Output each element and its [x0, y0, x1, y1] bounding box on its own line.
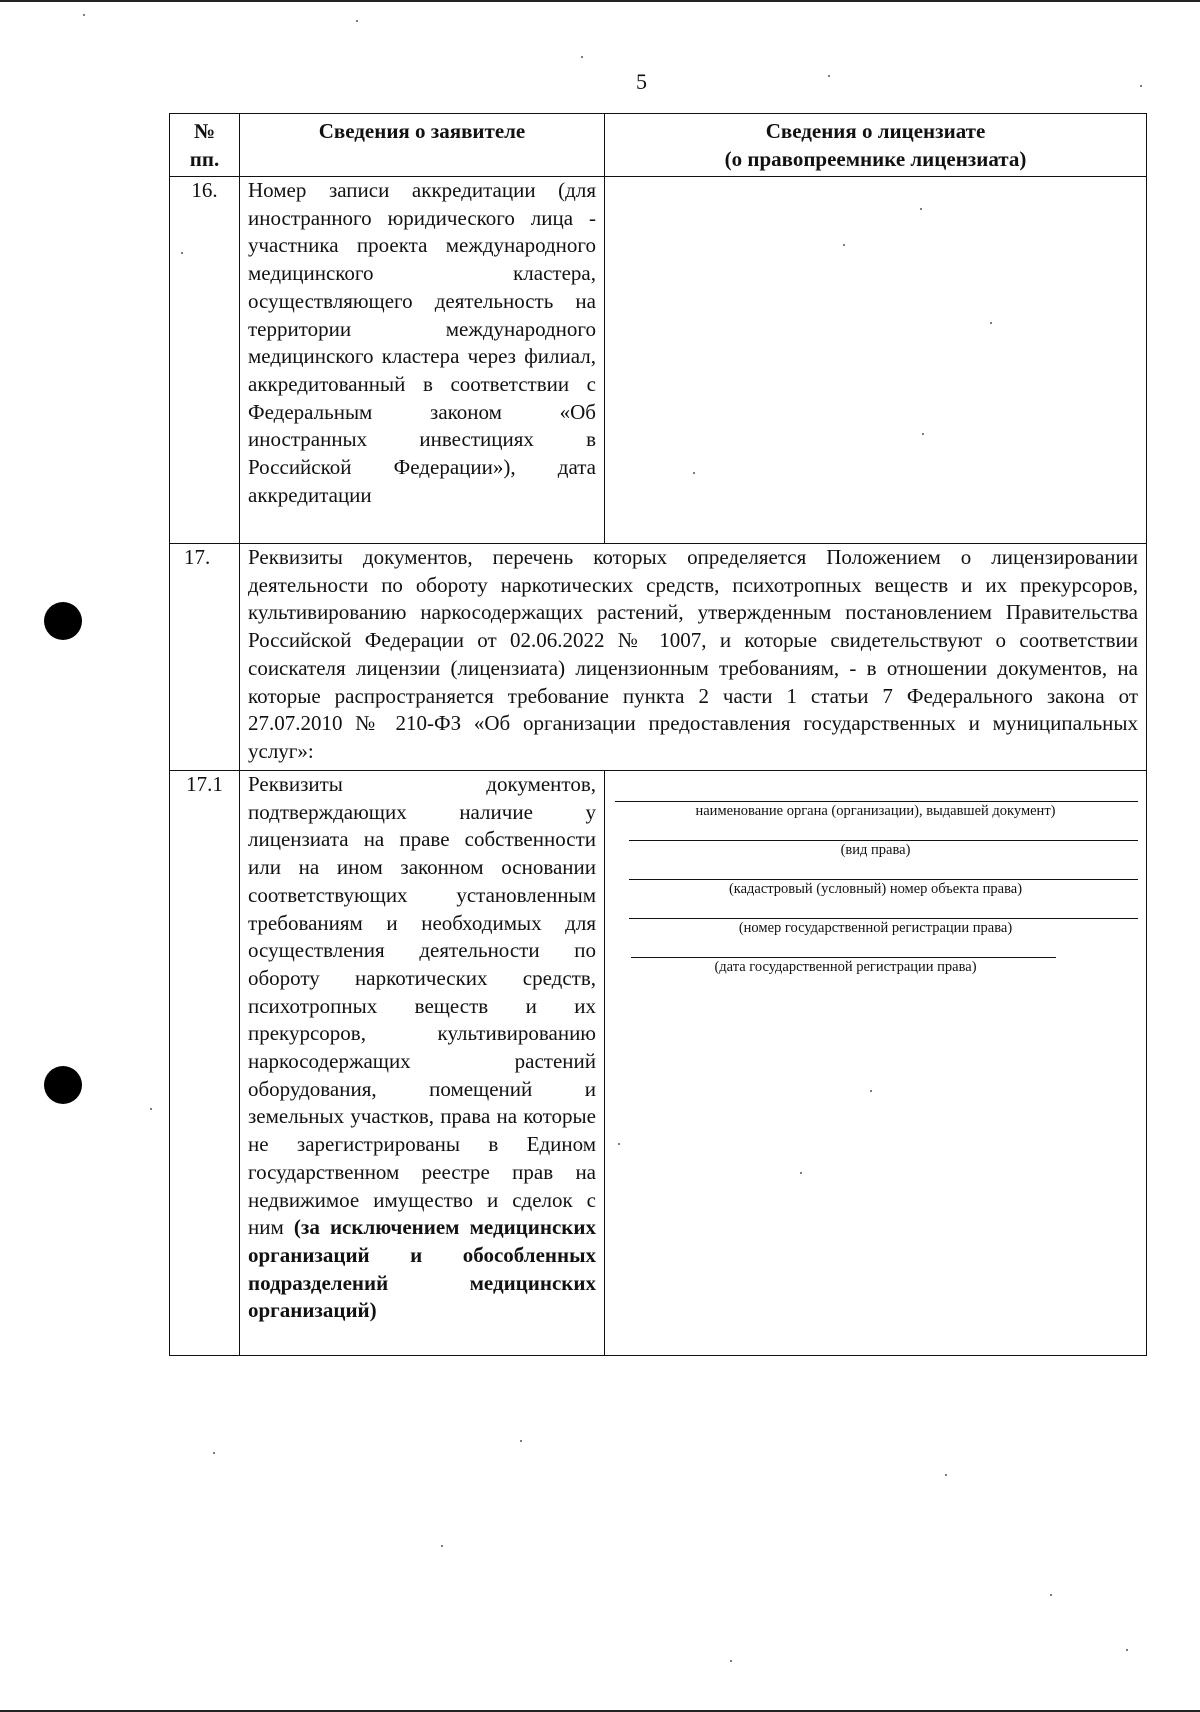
header-applicant-col: Сведения о заявителе: [240, 114, 605, 177]
registration-number-caption: (номер государственной регистрации права): [738, 920, 1013, 936]
table-header-row: [170, 114, 1147, 177]
cadastral-number-caption: (кадастровый (условный) номер объекта права): [728, 881, 1023, 897]
row-description-main: Реквизиты документов, подтверждающих наличие у лицензиата на праве собственности или на ином законном основании соответствующих установленным требованиям и необходимых для осуществления деятельности по обороту наркотических средств, психотропных веществ и их прекурсоров, культивированию наркосодержащих растений оборудования, помещений и земельных участков, права на которые не зарегистрированы в Едином государственном реестре прав на недвижимое имущество и сделок с ним: [248, 772, 596, 1240]
scan-speck: [945, 1474, 947, 1476]
row-description-exception: (за исключением медицинских организаций и обособленных подразделений медицинских организаций): [248, 1215, 596, 1323]
punch-hole-upper: [44, 602, 82, 640]
registration-date-value: [613, 949, 1138, 957]
license-info-table: [169, 113, 1147, 1356]
cadastral-number-value: [613, 871, 1138, 879]
header-licensee-subtitle: (о правопреемнике лицензиата): [724, 146, 1027, 171]
scan-speck: [520, 1440, 522, 1442]
scan-speck: [356, 20, 358, 22]
scan-speck: [730, 1660, 732, 1662]
registration-number-value: [613, 910, 1138, 918]
scan-speck: [441, 1545, 443, 1547]
scan-edge-top: [0, 0, 1200, 2]
header-licensee-title: Сведения о лицензиате: [765, 119, 986, 143]
issuing-authority-caption: наименование органа (организации), выдавшей документ): [695, 803, 1056, 819]
punch-hole-lower: [44, 1066, 82, 1104]
cadastral-number-field[interactable]: [613, 871, 1138, 898]
page-number: 5: [636, 69, 647, 94]
scan-speck: [581, 56, 583, 58]
registration-date-caption: (дата государственной регистрации права): [714, 959, 977, 975]
licensee-fields-cell: [605, 771, 1147, 1356]
table-row-17-1: [170, 771, 1147, 1356]
licensee-value-cell[interactable]: [605, 177, 1147, 544]
scan-speck: [828, 75, 830, 77]
issuing-authority-field[interactable]: [613, 801, 1138, 820]
table-row-16: [170, 177, 1147, 544]
right-type-caption: (вид права): [840, 842, 911, 858]
header-licensee-col: [605, 114, 1147, 177]
registration-number-field[interactable]: [613, 910, 1138, 937]
row-number: 17.: [170, 544, 240, 771]
scan-speck: [1126, 1649, 1128, 1651]
scan-speck: [150, 1108, 152, 1110]
right-type-value: [613, 832, 1138, 840]
scan-speck: [83, 14, 85, 16]
row-description: Номер записи аккредитации (для иностранного юридического лица - участника проекта международного медицинского кластера, осуществляющего деятельность на территории международного медицинского кластера через филиал, аккредитованный в соответствии с Федеральным законом «Об иностранных инвестициях в Российской Федерации»), дата аккредитации: [240, 177, 605, 544]
row-description: Реквизиты документов, перечень которых определяется Положением о лицензировании деятельности по обороту наркотических средств, психотропных веществ и их прекурсоров, культивированию наркосодержащих растений, утвержденным постановлением Правительства Российской Федерации от 02.06.2022 № 1007, и которые свидетельствуют о соответствии соискателя лицензии (лицензиата) лицензионным требованиям, - в отношении документов, на которые распространяется требование пункта 2 части 1 статьи 7 Федерального закона от 27.07.2010 № 210-ФЗ «Об организации предоставления государственных и муниципальных услуг»:: [240, 544, 1147, 771]
right-type-field[interactable]: [613, 832, 1138, 859]
scan-speck: [1050, 1594, 1052, 1596]
scan-speck: [213, 1452, 215, 1454]
table-row-17: [170, 544, 1147, 771]
registration-date-field[interactable]: [613, 949, 1138, 976]
row-description: [240, 771, 605, 1356]
row-number: 16.: [170, 177, 240, 544]
scan-speck: [1140, 85, 1142, 87]
header-number-col: № пп.: [170, 114, 240, 177]
row-number: 17.1: [170, 771, 240, 1356]
